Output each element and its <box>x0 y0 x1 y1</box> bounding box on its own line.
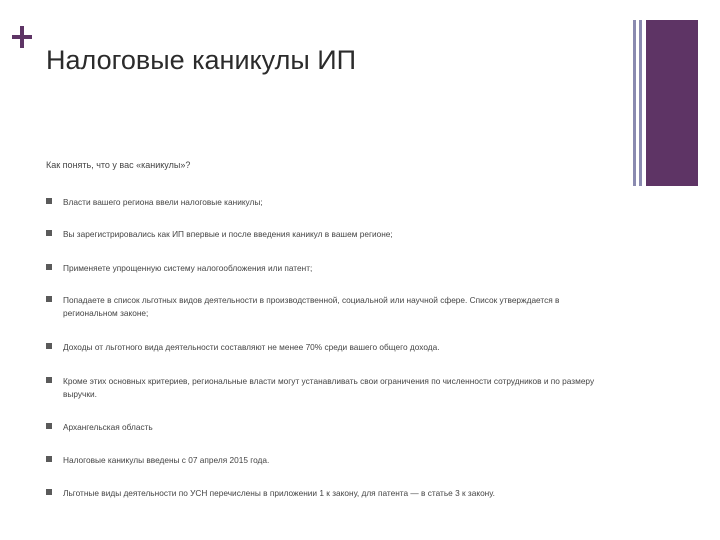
bullet-item <box>46 262 616 275</box>
intro-question: Как понять, что у вас «каникулы»? <box>46 160 191 170</box>
bullet-item <box>46 294 616 320</box>
bullet-text: Льготные виды деятельности по УСН перечислены в приложении 1 к закону, для патента — в статье 3 к закону. <box>63 488 495 498</box>
bullet-text: Попадаете в список льготных видов деятельности в производственной, социальной или научной сфере. Список утверждается в региональном законе; <box>63 295 560 318</box>
bullet-item <box>46 341 616 354</box>
bullet-text: Власти вашего региона ввели налоговые каникулы; <box>63 197 263 207</box>
bullet-item <box>46 375 616 401</box>
bullet-text: Кроме этих основных критериев, региональные власти могут устанавливать свои ограничения по численности сотрудников и по размеру выручки. <box>63 376 595 399</box>
bullet-item <box>46 421 616 434</box>
bullet-text: Вы зарегистрировались как ИП впервые и после введения каникул в вашем регионе; <box>63 229 393 239</box>
bullet-text: Доходы от льготного вида деятельности составляют не менее 70% среди вашего общего дохода. <box>63 342 440 352</box>
bullet-marker <box>46 377 52 383</box>
decorative-line-right <box>639 20 642 186</box>
bullet-item <box>46 487 616 500</box>
slide-title: Налоговые каникулы ИП <box>46 45 357 75</box>
bullet-marker <box>46 230 52 236</box>
bullet-item <box>46 196 616 209</box>
bullet-text: Применяете упрощенную систему налогообложения или патент; <box>63 263 313 273</box>
bullet-marker <box>46 423 52 429</box>
decorative-line-left <box>633 20 636 186</box>
bullet-marker <box>46 456 52 462</box>
bullet-marker <box>46 198 52 204</box>
bullet-text: Архангельская область <box>63 422 153 432</box>
bullet-marker <box>46 296 52 302</box>
accent-block <box>646 20 698 186</box>
bullet-item <box>46 228 616 241</box>
bullet-marker <box>46 343 52 349</box>
plus-icon <box>10 26 36 52</box>
bullet-marker <box>46 264 52 270</box>
bullet-item <box>46 454 616 467</box>
bullet-marker <box>46 489 52 495</box>
bullet-text: Налоговые каникулы введены с 07 апреля 2015 года. <box>63 455 270 465</box>
